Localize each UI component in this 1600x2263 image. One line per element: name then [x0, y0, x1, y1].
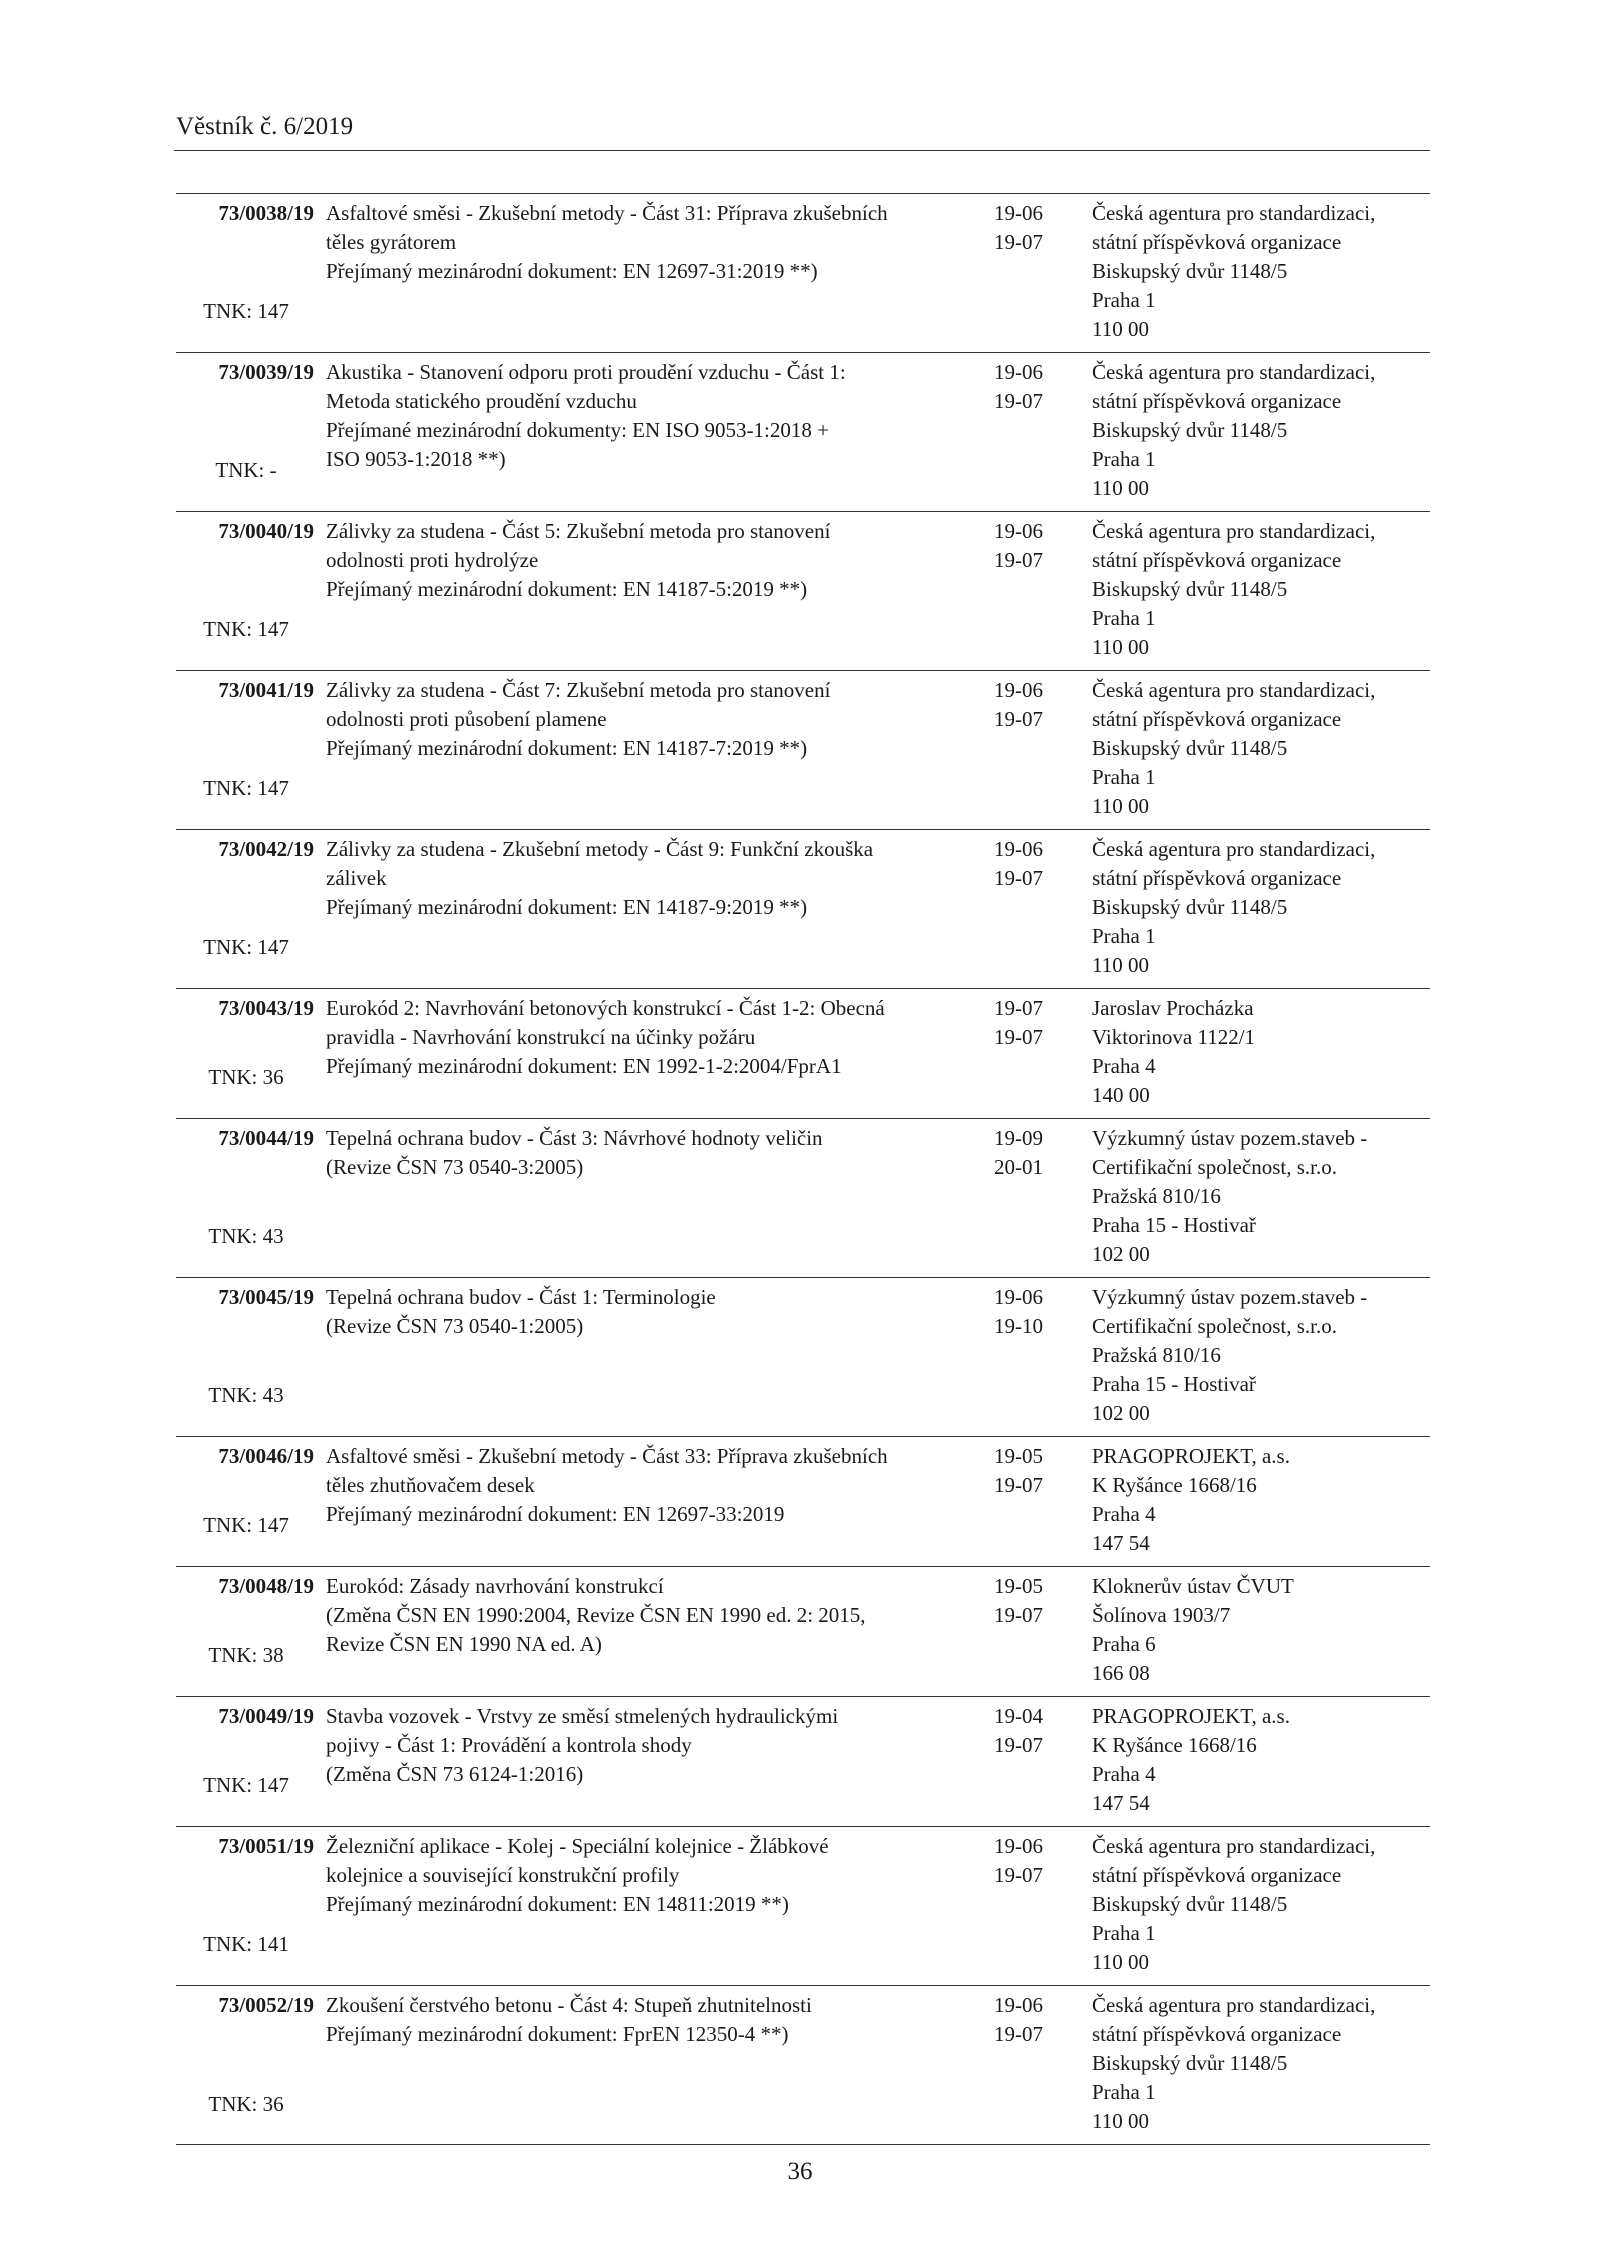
address-line: Česká agentura pro standardizaci, [1092, 360, 1376, 384]
title-cell [316, 1278, 994, 1436]
address-line: 110 00 [1092, 794, 1149, 818]
dates-cell [994, 1567, 1078, 1696]
standards-table [176, 193, 1430, 2145]
title-line: Stavba vozovek - Vrstvy ze směsí stmelených hydraulickými [326, 1704, 839, 1728]
address-line: Praha 4 [1092, 1054, 1156, 1078]
date-value: 19-07 [994, 2022, 1043, 2046]
address-line: Pražská 810/16 [1092, 1343, 1221, 1367]
address-line: PRAGOPROJEKT, a.s. [1092, 1704, 1290, 1728]
address-line: Jaroslav Procházka [1092, 996, 1254, 1020]
address-line: Praha 1 [1092, 1921, 1156, 1945]
address-line: Kloknerův ústav ČVUT [1092, 1574, 1294, 1598]
title-line: Zálivky za studena - Část 7: Zkušební metoda pro stanovení [326, 678, 831, 702]
title-line: Přejímaný mezinárodní dokument: EN 14187-5:2019 **) [326, 577, 808, 601]
number-cell [176, 1697, 316, 1826]
title-line: Tepelná ochrana budov - Část 1: Terminologie [326, 1285, 716, 1309]
processor-address-cell [1078, 671, 1430, 829]
title-line: (Změna ČSN EN 1990:2004, Revize ČSN EN 1990 ed. 2: 2015, [326, 1603, 866, 1627]
address-line: Praha 1 [1092, 765, 1156, 789]
processor-address-cell [1078, 1697, 1430, 1826]
table-row [176, 988, 1430, 1118]
table-row [176, 1696, 1430, 1826]
address-line: Praha 1 [1092, 447, 1156, 471]
standard-number: 73/0041/19 [218, 678, 314, 702]
title-cell [316, 830, 994, 988]
address-line: Česká agentura pro standardizaci, [1092, 519, 1376, 543]
title-line: Zálivky za studena - Část 5: Zkušební metoda pro stanovení [326, 519, 831, 543]
standard-number: 73/0044/19 [218, 1126, 314, 1150]
tnk-label: TNK: 147 [203, 1773, 289, 1797]
table-row [176, 829, 1430, 988]
date-value: 19-05 [994, 1444, 1043, 1468]
address-line: Česká agentura pro standardizaci, [1092, 837, 1376, 861]
title-line: Přejímaný mezinárodní dokument: EN 1992-1-2:2004/FprA1 [326, 1054, 842, 1078]
date-value: 19-07 [994, 1473, 1043, 1497]
date-value: 19-06 [994, 678, 1043, 702]
address-line: 147 54 [1092, 1791, 1150, 1815]
table-row [176, 1277, 1430, 1436]
date-value: 19-07 [994, 707, 1043, 731]
address-line: státní příspěvková organizace [1092, 866, 1342, 890]
address-line: Biskupský dvůr 1148/5 [1092, 895, 1288, 919]
title-line: Akustika - Stanovení odporu proti proudění vzduchu - Část 1: [326, 360, 846, 384]
standard-number: 73/0045/19 [218, 1285, 314, 1309]
address-line: Česká agentura pro standardizaci, [1092, 1993, 1376, 2017]
title-line: Přejímané mezinárodní dokumenty: EN ISO 9053-1:2018 + [326, 418, 829, 442]
dates-cell [994, 671, 1078, 829]
number-cell [176, 830, 316, 988]
table-row [176, 1566, 1430, 1696]
date-value: 19-10 [994, 1314, 1043, 1338]
dates-cell [994, 1278, 1078, 1436]
date-value: 19-06 [994, 360, 1043, 384]
journal-title: Věstník č. 6/2019 [176, 113, 354, 140]
date-value: 19-06 [994, 201, 1043, 225]
date-value: 19-06 [994, 519, 1043, 543]
address-line: státní příspěvková organizace [1092, 707, 1342, 731]
date-value: 19-07 [994, 996, 1043, 1020]
table-row [176, 1985, 1430, 2145]
title-cell [316, 989, 994, 1118]
standard-number: 73/0042/19 [218, 837, 314, 861]
address-line: Pražská 810/16 [1092, 1184, 1221, 1208]
title-line: Eurokód 2: Navrhování betonových konstrukcí - Část 1-2: Obecná [326, 996, 885, 1020]
title-line: Metoda statického proudění vzduchu [326, 389, 637, 413]
address-line: Česká agentura pro standardizaci, [1092, 201, 1376, 225]
title-cell [316, 1697, 994, 1826]
tnk-label: TNK: 43 [208, 1224, 284, 1248]
standard-number: 73/0039/19 [218, 360, 314, 384]
number-cell [176, 1278, 316, 1436]
address-line: Certifikační společnost, s.r.o. [1092, 1155, 1337, 1179]
processor-address-cell [1078, 1986, 1430, 2144]
tnk-label: TNK: 36 [208, 1065, 284, 1089]
address-line: 110 00 [1092, 953, 1149, 977]
title-line: Asfaltové směsi - Zkušební metody - Část 33: Příprava zkušebních [326, 1444, 888, 1468]
address-line: Praha 4 [1092, 1502, 1156, 1526]
address-line: Praha 1 [1092, 2080, 1156, 2104]
address-line: státní příspěvková organizace [1092, 2022, 1342, 2046]
number-cell [176, 1827, 316, 1985]
number-cell [176, 989, 316, 1118]
processor-address-cell [1078, 512, 1430, 670]
tnk-label: TNK: 38 [208, 1643, 284, 1667]
address-line: 110 00 [1092, 476, 1149, 500]
standard-number: 73/0038/19 [218, 201, 314, 225]
address-line: Praha 15 - Hostivař [1092, 1213, 1256, 1237]
title-cell [316, 1827, 994, 1985]
address-line: 102 00 [1092, 1242, 1150, 1266]
date-value: 20-01 [994, 1155, 1043, 1179]
address-line: Výzkumný ústav pozem.staveb - [1092, 1126, 1368, 1150]
number-cell [176, 1986, 316, 2144]
address-line: 110 00 [1092, 317, 1149, 341]
standard-number: 73/0048/19 [218, 1574, 314, 1598]
title-line: Přejímaný mezinárodní dokument: FprEN 12350-4 **) [326, 2022, 789, 2046]
date-value: 19-05 [994, 1574, 1043, 1598]
processor-address-cell [1078, 1119, 1430, 1277]
address-line: Biskupský dvůr 1148/5 [1092, 259, 1288, 283]
address-line: 110 00 [1092, 2109, 1149, 2133]
table-row [176, 1826, 1430, 1985]
date-value: 19-07 [994, 389, 1043, 413]
number-cell [176, 671, 316, 829]
address-line: Šolínova 1903/7 [1092, 1603, 1231, 1627]
title-line: Tepelná ochrana budov - Část 3: Návrhové hodnoty veličin [326, 1126, 823, 1150]
processor-address-cell [1078, 989, 1430, 1118]
dates-cell [994, 1986, 1078, 2144]
address-line: K Ryšánce 1668/16 [1092, 1733, 1257, 1757]
address-line: Viktorinova 1122/1 [1092, 1025, 1256, 1049]
dates-cell [994, 1119, 1078, 1277]
title-line: pojivy - Část 1: Provádění a kontrola shody [326, 1733, 692, 1757]
date-value: 19-07 [994, 1733, 1043, 1757]
date-value: 19-07 [994, 230, 1043, 254]
processor-address-cell [1078, 1567, 1430, 1696]
title-line: Přejímaný mezinárodní dokument: EN 14187-9:2019 **) [326, 895, 808, 919]
title-cell [316, 671, 994, 829]
address-line: Česká agentura pro standardizaci, [1092, 678, 1376, 702]
processor-address-cell [1078, 830, 1430, 988]
address-line: státní příspěvková organizace [1092, 389, 1342, 413]
title-cell [316, 1986, 994, 2144]
title-cell [316, 1567, 994, 1696]
address-line: 140 00 [1092, 1083, 1150, 1107]
page-header [174, 110, 1430, 151]
standard-number: 73/0049/19 [218, 1704, 314, 1728]
date-value: 19-07 [994, 866, 1043, 890]
tnk-label: TNK: 147 [203, 617, 289, 641]
address-line: Biskupský dvůr 1148/5 [1092, 2051, 1288, 2075]
title-line: těles gyrátorem [326, 230, 457, 254]
address-line: státní příspěvková organizace [1092, 548, 1342, 572]
title-line: Zálivky za studena - Zkušební metody - Část 9: Funkční zkouška [326, 837, 874, 861]
address-line: Praha 1 [1092, 288, 1156, 312]
tnk-label: TNK: 147 [203, 1513, 289, 1537]
address-line: 110 00 [1092, 635, 1149, 659]
address-line: 102 00 [1092, 1401, 1150, 1425]
table-row [176, 670, 1430, 829]
address-line: Biskupský dvůr 1148/5 [1092, 418, 1288, 442]
date-value: 19-07 [994, 1863, 1043, 1887]
title-cell [316, 1119, 994, 1277]
title-line: Přejímaný mezinárodní dokument: EN 12697-31:2019 **) [326, 259, 818, 283]
date-value: 19-07 [994, 1603, 1043, 1627]
title-line: Přejímaný mezinárodní dokument: EN 12697-33:2019 [326, 1502, 785, 1526]
page-number: 36 [787, 2158, 813, 2185]
address-line: 166 08 [1092, 1661, 1150, 1685]
title-line: Železniční aplikace - Kolej - Speciální kolejnice - Žlábkové [326, 1834, 829, 1858]
standard-number: 73/0040/19 [218, 519, 314, 543]
title-line: Přejímaný mezinárodní dokument: EN 14811:2019 **) [326, 1892, 789, 1916]
number-cell [176, 194, 316, 352]
number-cell [176, 1437, 316, 1566]
address-line: K Ryšánce 1668/16 [1092, 1473, 1257, 1497]
title-line: Zkoušení čerstvého betonu - Část 4: Stupeň zhutnitelnosti [326, 1993, 812, 2017]
title-line: Asfaltové směsi - Zkušební metody - Část 31: Příprava zkušebních [326, 201, 888, 225]
tnk-label: TNK: 36 [208, 2092, 284, 2116]
address-line: Biskupský dvůr 1148/5 [1092, 736, 1288, 760]
title-cell [316, 1437, 994, 1566]
address-line: Praha 1 [1092, 606, 1156, 630]
processor-address-cell [1078, 1278, 1430, 1436]
tnk-label: TNK: 43 [208, 1383, 284, 1407]
date-value: 19-06 [994, 1834, 1043, 1858]
table-row [176, 511, 1430, 670]
tnk-label: TNK: 147 [203, 776, 289, 800]
table-row [176, 193, 1430, 352]
date-value: 19-06 [994, 837, 1043, 861]
processor-address-cell [1078, 1827, 1430, 1985]
processor-address-cell [1078, 194, 1430, 352]
dates-cell [994, 1827, 1078, 1985]
standard-number: 73/0052/19 [218, 1993, 314, 2017]
title-line: Eurokód: Zásady navrhování konstrukcí [326, 1574, 664, 1598]
standard-number: 73/0043/19 [218, 996, 314, 1020]
date-value: 19-09 [994, 1126, 1043, 1150]
date-value: 19-06 [994, 1993, 1043, 2017]
title-line: odolnosti proti hydrolýze [326, 548, 539, 572]
address-line: Praha 15 - Hostivař [1092, 1372, 1256, 1396]
title-cell [316, 353, 994, 511]
address-line: 147 54 [1092, 1531, 1150, 1555]
address-line: Praha 1 [1092, 924, 1156, 948]
title-cell [316, 512, 994, 670]
address-line: Praha 6 [1092, 1632, 1156, 1656]
address-line: Česká agentura pro standardizaci, [1092, 1834, 1376, 1858]
date-value: 19-04 [994, 1704, 1043, 1728]
dates-cell [994, 1437, 1078, 1566]
tnk-label: TNK: 147 [203, 299, 289, 323]
title-line: ISO 9053-1:2018 **) [326, 447, 506, 471]
number-cell [176, 512, 316, 670]
title-line: odolnosti proti působení plamene [326, 707, 607, 731]
tnk-label: TNK: 141 [203, 1932, 289, 1956]
address-line: 110 00 [1092, 1950, 1149, 1974]
processor-address-cell [1078, 1437, 1430, 1566]
dates-cell [994, 989, 1078, 1118]
dates-cell [994, 512, 1078, 670]
title-line: (Revize ČSN 73 0540-3:2005) [326, 1155, 584, 1179]
table-row [176, 1436, 1430, 1566]
address-line: Výzkumný ústav pozem.staveb - [1092, 1285, 1368, 1309]
table-row [176, 1118, 1430, 1277]
date-value: 19-07 [994, 1025, 1043, 1049]
title-line: (Změna ČSN 73 6124-1:2016) [326, 1762, 584, 1786]
dates-cell [994, 830, 1078, 988]
title-line: Přejímaný mezinárodní dokument: EN 14187-7:2019 **) [326, 736, 808, 760]
number-cell [176, 1567, 316, 1696]
address-line: PRAGOPROJEKT, a.s. [1092, 1444, 1290, 1468]
date-value: 19-06 [994, 1285, 1043, 1309]
dates-cell [994, 1697, 1078, 1826]
address-line: státní příspěvková organizace [1092, 1863, 1342, 1887]
title-line: (Revize ČSN 73 0540-1:2005) [326, 1314, 584, 1338]
title-line: zálivek [326, 866, 387, 890]
table-row [176, 352, 1430, 511]
processor-address-cell [1078, 353, 1430, 511]
title-line: těles zhutňovačem desek [326, 1473, 535, 1497]
title-line: kolejnice a související konstrukční profily [326, 1863, 680, 1887]
title-cell [316, 194, 994, 352]
tnk-label: TNK: - [215, 458, 277, 482]
address-line: Biskupský dvůr 1148/5 [1092, 1892, 1288, 1916]
address-line: státní příspěvková organizace [1092, 230, 1342, 254]
address-line: Certifikační společnost, s.r.o. [1092, 1314, 1337, 1338]
address-line: Praha 4 [1092, 1762, 1156, 1786]
title-line: pravidla - Navrhování konstrukcí na účinky požáru [326, 1025, 756, 1049]
address-line: Biskupský dvůr 1148/5 [1092, 577, 1288, 601]
number-cell [176, 1119, 316, 1277]
title-line: Revize ČSN EN 1990 NA ed. A) [326, 1632, 602, 1656]
dates-cell [994, 194, 1078, 352]
tnk-label: TNK: 147 [203, 935, 289, 959]
standard-number: 73/0046/19 [218, 1444, 314, 1468]
standard-number: 73/0051/19 [218, 1834, 314, 1858]
date-value: 19-07 [994, 548, 1043, 572]
dates-cell [994, 353, 1078, 511]
number-cell [176, 353, 316, 511]
